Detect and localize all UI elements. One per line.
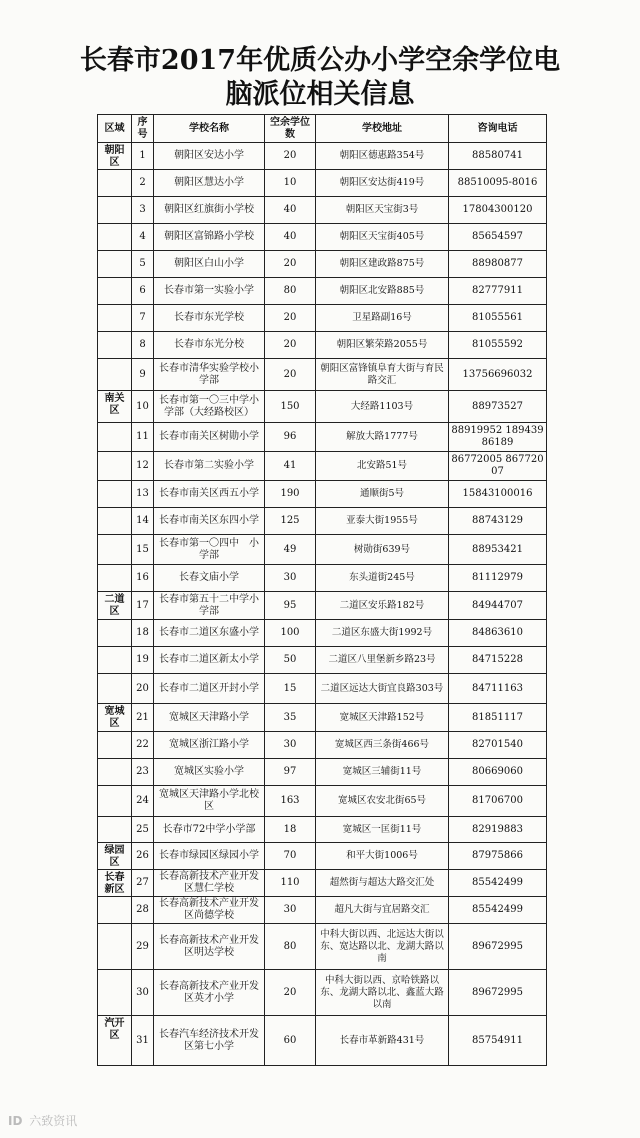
- cell-phone: 17804300120: [449, 197, 547, 224]
- cell-area: [98, 508, 132, 535]
- cell-seq: 26: [132, 843, 154, 870]
- cell-spots: 20: [265, 970, 316, 1016]
- cell-spots: 40: [265, 197, 316, 224]
- table-row: [98, 305, 547, 332]
- cell-seq: 7: [132, 305, 154, 332]
- cell-name: 长春市东光分校: [154, 332, 265, 359]
- cell-name: 长春高新技术产业开发区明达学校: [154, 924, 265, 970]
- cell-area: [98, 278, 132, 305]
- cell-address: 朝阳区天宝街3号: [316, 197, 449, 224]
- cell-spots: 30: [265, 565, 316, 592]
- cell-spots: 30: [265, 897, 316, 924]
- table-row: [98, 481, 547, 508]
- cell-spots: 40: [265, 224, 316, 251]
- cell-address: 宽城区三辅街11号: [316, 759, 449, 786]
- cell-area: [98, 817, 132, 843]
- table-row: [98, 508, 547, 535]
- cell-phone: 89672995: [449, 924, 547, 970]
- cell-phone: 88510095-8016: [449, 170, 547, 197]
- cell-seq: 10: [132, 391, 154, 423]
- cell-phone: 81055592: [449, 332, 547, 359]
- table-row: [98, 843, 547, 870]
- cell-area: [98, 620, 132, 647]
- cell-area: [98, 224, 132, 251]
- cell-seq: 2: [132, 170, 154, 197]
- cell-name: 朝阳区安达小学: [154, 143, 265, 170]
- cell-name: 长春高新技术产业开发区英才小学: [154, 970, 265, 1016]
- table-row: [98, 647, 547, 674]
- table-row: [98, 592, 547, 620]
- cell-address: 宽城区一匡街11号: [316, 817, 449, 843]
- cell-seq: 11: [132, 423, 154, 452]
- cell-name: 朝阳区富锦路小学校: [154, 224, 265, 251]
- cell-area: [98, 197, 132, 224]
- cell-seq: 4: [132, 224, 154, 251]
- cell-seq: 20: [132, 674, 154, 704]
- cell-phone: 87975866: [449, 843, 547, 870]
- cell-area: [98, 647, 132, 674]
- header-spots: 空余学位数: [265, 115, 316, 143]
- cell-area: [98, 170, 132, 197]
- cell-area: 南关区: [98, 391, 132, 423]
- cell-seq: 27: [132, 870, 154, 897]
- page-title: [0, 44, 640, 112]
- cell-area: [98, 565, 132, 592]
- cell-spots: 20: [265, 305, 316, 332]
- cell-address: 朝阳区天宝街405号: [316, 224, 449, 251]
- cell-seq: 5: [132, 251, 154, 278]
- cell-seq: 18: [132, 620, 154, 647]
- cell-address: 宽城区西三条街466号: [316, 732, 449, 759]
- cell-address: 卫星路副16号: [316, 305, 449, 332]
- cell-spots: 49: [265, 535, 316, 565]
- cell-phone: 13756696032: [449, 359, 547, 391]
- cell-name: 长春市二道区东盛小学: [154, 620, 265, 647]
- cell-area: 汽开区: [98, 1016, 132, 1066]
- cell-seq: 15: [132, 535, 154, 565]
- cell-spots: 110: [265, 870, 316, 897]
- cell-seq: 29: [132, 924, 154, 970]
- cell-seq: 17: [132, 592, 154, 620]
- cell-address: 朝阳区富锋镇阜育大街与育民路交汇: [316, 359, 449, 391]
- cell-name: 长春市南关区西五小学: [154, 481, 265, 508]
- table-row: [98, 332, 547, 359]
- cell-seq: 3: [132, 197, 154, 224]
- table-row: [98, 423, 547, 452]
- cell-area: [98, 305, 132, 332]
- cell-spots: 96: [265, 423, 316, 452]
- table-row: [98, 897, 547, 924]
- cell-address: 解放大路1777号: [316, 423, 449, 452]
- cell-phone: 81706700: [449, 786, 547, 817]
- cell-phone: 88919952 18943986189: [449, 423, 547, 452]
- cell-spots: 10: [265, 170, 316, 197]
- cell-area: [98, 332, 132, 359]
- table-row: [98, 674, 547, 704]
- cell-name: 长春文庙小学: [154, 565, 265, 592]
- cell-name: 宽城区天津路小学: [154, 704, 265, 732]
- cell-seq: 23: [132, 759, 154, 786]
- cell-phone: 80669060: [449, 759, 547, 786]
- cell-spots: 60: [265, 1016, 316, 1066]
- title-line-2: 脑派位相关信息: [225, 79, 415, 110]
- cell-name: 长春市清华实验学校小学部: [154, 359, 265, 391]
- table-row: [98, 1016, 547, 1066]
- cell-name: 长春高新技术产业开发区尚德学校: [154, 897, 265, 924]
- cell-seq: 31: [132, 1016, 154, 1066]
- cell-address: 和平大街1006号: [316, 843, 449, 870]
- cell-name: 长春市南关区树勋小学: [154, 423, 265, 452]
- header-phone: 咨询电话: [449, 115, 547, 143]
- cell-area: 二道区: [98, 592, 132, 620]
- table-row: [98, 535, 547, 565]
- cell-spots: 41: [265, 452, 316, 481]
- cell-phone: 88953421: [449, 535, 547, 565]
- table-row: [98, 359, 547, 391]
- cell-name: 长春市绿园区绿园小学: [154, 843, 265, 870]
- cell-seq: 24: [132, 786, 154, 817]
- cell-phone: 81851117: [449, 704, 547, 732]
- cell-name: 朝阳区红旗街小学校: [154, 197, 265, 224]
- cell-address: 长春市革新路431号: [316, 1016, 449, 1066]
- cell-phone: 82701540: [449, 732, 547, 759]
- cell-phone: 81112979: [449, 565, 547, 592]
- cell-spots: 163: [265, 786, 316, 817]
- cell-area: [98, 359, 132, 391]
- table-row: [98, 924, 547, 970]
- cell-area: [98, 924, 132, 970]
- cell-address: 中科大街以西、北远达大街以东、宽达路以北、龙湖大路以南: [316, 924, 449, 970]
- cell-seq: 14: [132, 508, 154, 535]
- cell-area: [98, 535, 132, 565]
- cell-phone: 85542499: [449, 870, 547, 897]
- cell-seq: 12: [132, 452, 154, 481]
- table-header-row: [98, 115, 547, 143]
- cell-phone: 85654597: [449, 224, 547, 251]
- table-row: [98, 786, 547, 817]
- cell-name: 长春市第一〇三中学小学部（大经路校区）: [154, 391, 265, 423]
- cell-seq: 13: [132, 481, 154, 508]
- cell-name: 长春市二道区新太小学: [154, 647, 265, 674]
- cell-phone: 88743129: [449, 508, 547, 535]
- cell-spots: 70: [265, 843, 316, 870]
- cell-spots: 100: [265, 620, 316, 647]
- cell-spots: 20: [265, 332, 316, 359]
- cell-name: 宽城区天津路小学北校区: [154, 786, 265, 817]
- cell-address: 亚泰大街1955号: [316, 508, 449, 535]
- cell-seq: 25: [132, 817, 154, 843]
- cell-phone: 82777911: [449, 278, 547, 305]
- cell-address: 超凡大街与宜居路交汇: [316, 897, 449, 924]
- cell-seq: 8: [132, 332, 154, 359]
- table-row: [98, 704, 547, 732]
- cell-address: 二道区远达大街宜良路303号: [316, 674, 449, 704]
- table-row: [98, 251, 547, 278]
- cell-seq: 28: [132, 897, 154, 924]
- cell-address: 北安路51号: [316, 452, 449, 481]
- cell-name: 长春市第一〇四中 小学部: [154, 535, 265, 565]
- cell-phone: 82919883: [449, 817, 547, 843]
- table-row: [98, 732, 547, 759]
- cell-address: 朝阳区繁荣路2055号: [316, 332, 449, 359]
- cell-phone: 86772005 86772007: [449, 452, 547, 481]
- cell-area: 朝阳区: [98, 143, 132, 170]
- cell-name: 长春市第一实验小学: [154, 278, 265, 305]
- cell-seq: 22: [132, 732, 154, 759]
- cell-address: 超然街与超达大路交汇处: [316, 870, 449, 897]
- cell-address: 东头道街245号: [316, 565, 449, 592]
- cell-area: [98, 732, 132, 759]
- table-row: [98, 970, 547, 1016]
- cell-address: 二道区东盛大街1992号: [316, 620, 449, 647]
- watermark-logo: ID: [8, 1114, 23, 1128]
- cell-address: 朝阳区安达街419号: [316, 170, 449, 197]
- cell-spots: 95: [265, 592, 316, 620]
- cell-name: 宽城区实验小学: [154, 759, 265, 786]
- cell-phone: 15843100016: [449, 481, 547, 508]
- table-row: [98, 197, 547, 224]
- cell-address: 朝阳区建政路875号: [316, 251, 449, 278]
- cell-address: 朝阳区北安路885号: [316, 278, 449, 305]
- cell-address: 大经路1103号: [316, 391, 449, 423]
- cell-address: 树勋街639号: [316, 535, 449, 565]
- cell-seq: 30: [132, 970, 154, 1016]
- cell-phone: 84863610: [449, 620, 547, 647]
- cell-spots: 35: [265, 704, 316, 732]
- cell-address: 中科大街以西、京哈铁路以东、龙湖大路以北、鑫蓝大路以南: [316, 970, 449, 1016]
- cell-phone: 88980877: [449, 251, 547, 278]
- table-row: [98, 565, 547, 592]
- cell-spots: 50: [265, 647, 316, 674]
- table-row: [98, 278, 547, 305]
- header-seq: 序号: [132, 115, 154, 143]
- table-row: [98, 817, 547, 843]
- cell-seq: 21: [132, 704, 154, 732]
- table-row: [98, 870, 547, 897]
- cell-spots: 150: [265, 391, 316, 423]
- cell-spots: 15: [265, 674, 316, 704]
- cell-name: 宽城区浙江路小学: [154, 732, 265, 759]
- cell-address: 二道区安乐路182号: [316, 592, 449, 620]
- cell-area: 绿园区: [98, 843, 132, 870]
- table-row: [98, 224, 547, 251]
- cell-name: 长春市第五十二中学小学部: [154, 592, 265, 620]
- cell-spots: 20: [265, 251, 316, 278]
- cell-seq: 16: [132, 565, 154, 592]
- table-row: [98, 759, 547, 786]
- table-row: [98, 620, 547, 647]
- cell-phone: 85754911: [449, 1016, 547, 1066]
- table-row: [98, 143, 547, 170]
- cell-area: [98, 452, 132, 481]
- cell-area: [98, 423, 132, 452]
- cell-address: 宽城区天津路152号: [316, 704, 449, 732]
- table-row: [98, 170, 547, 197]
- cell-spots: 125: [265, 508, 316, 535]
- cell-spots: 97: [265, 759, 316, 786]
- cell-phone: 88973527: [449, 391, 547, 423]
- cell-spots: 190: [265, 481, 316, 508]
- header-area: 区域: [98, 115, 132, 143]
- cell-address: 宽城区农安北街65号: [316, 786, 449, 817]
- cell-area: 宽城区: [98, 704, 132, 732]
- cell-name: 长春汽车经济技术开发区第七小学: [154, 1016, 265, 1066]
- school-table: [97, 114, 547, 1066]
- cell-area: 长春新区: [98, 870, 132, 897]
- cell-name: 长春市东光学校: [154, 305, 265, 332]
- cell-spots: 18: [265, 817, 316, 843]
- cell-phone: 85542499: [449, 897, 547, 924]
- cell-phone: 88580741: [449, 143, 547, 170]
- cell-address: 通顺街5号: [316, 481, 449, 508]
- table-row: [98, 452, 547, 481]
- cell-phone: 81055561: [449, 305, 547, 332]
- cell-seq: 19: [132, 647, 154, 674]
- cell-area: [98, 674, 132, 704]
- header-address: 学校地址: [316, 115, 449, 143]
- cell-area: [98, 481, 132, 508]
- title-line-1: 长春市2017年优质公办小学空余学位电: [79, 45, 561, 76]
- cell-name: 朝阳区慧达小学: [154, 170, 265, 197]
- cell-area: [98, 759, 132, 786]
- cell-spots: 80: [265, 924, 316, 970]
- cell-phone: 84715228: [449, 647, 547, 674]
- cell-address: 二道区八里堡新乡路23号: [316, 647, 449, 674]
- watermark: [8, 1112, 77, 1129]
- cell-area: [98, 897, 132, 924]
- cell-area: [98, 251, 132, 278]
- cell-name: 朝阳区白山小学: [154, 251, 265, 278]
- cell-seq: 6: [132, 278, 154, 305]
- cell-spots: 30: [265, 732, 316, 759]
- cell-seq: 9: [132, 359, 154, 391]
- cell-phone: 84711163: [449, 674, 547, 704]
- cell-name: 长春市二道区开封小学: [154, 674, 265, 704]
- cell-spots: 80: [265, 278, 316, 305]
- cell-spots: 20: [265, 143, 316, 170]
- watermark-text: 六致资讯: [29, 1114, 78, 1128]
- cell-phone: 89672995: [449, 970, 547, 1016]
- header-name: 学校名称: [154, 115, 265, 143]
- cell-name: 长春市72中学小学部: [154, 817, 265, 843]
- cell-name: 长春市南关区东四小学: [154, 508, 265, 535]
- cell-area: [98, 786, 132, 817]
- cell-phone: 84944707: [449, 592, 547, 620]
- cell-area: [98, 970, 132, 1016]
- table-row: [98, 391, 547, 423]
- cell-name: 长春市第二实验小学: [154, 452, 265, 481]
- cell-spots: 20: [265, 359, 316, 391]
- cell-name: 长春高新技术产业开发区慧仁学校: [154, 870, 265, 897]
- cell-address: 朝阳区德惠路354号: [316, 143, 449, 170]
- cell-seq: 1: [132, 143, 154, 170]
